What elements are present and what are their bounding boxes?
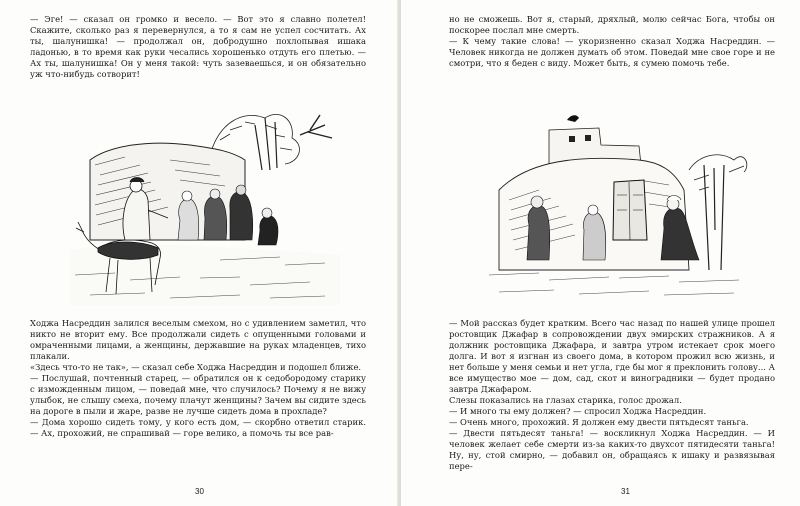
right-bottom-text <box>449 318 775 472</box>
paragraph: — Двести пятьдесят таньга! — воскликнул Ходжа Насреддин. — И человек желает себе смерти из-за каких-то двухсот пятидесяти таньга! Ну, ну, стой смирно, — добавил он, обращаясь к ишаку и развязывая пере- <box>449 428 775 471</box>
right-top-text <box>449 14 775 69</box>
paragraph: — Дома хорошо сидеть тому, у кого есть дом, — скорбно ответил старик. — Ах, прохожий, не спрашивай — горе велико, а помочь ты все рав- <box>30 417 366 438</box>
illustration-old-man-and-house <box>489 110 751 300</box>
paragraph: Слезы показались на глазах старика, голос дрожал. <box>449 395 682 405</box>
left-top-text <box>30 14 366 80</box>
paragraph: — Мой рассказ будет кратким. Всего час назад по нашей улице прошел ростовщик Джафар в сопровождении двух эмирских стражников. А я должник ростовщика Джафара, и завтра утром истекает срок моего долга. И вот я изгнан из своего дома, в котором прожил всю жизнь, и нет больше у меня семьи и нет угла, где бы мог я преклонить голову... А все имущество мое — дом, сад, скот и виноградники — будет продано завтра Джафаром. <box>449 318 775 394</box>
left-page <box>0 0 399 506</box>
illustration-travelers-on-road <box>70 100 340 305</box>
paragraph: — Эге! — сказал он громко и весело. — Вот это я славно полетел! Скажите, сколько раз я перевернулся, а то я сам не успел сосчитать. Ах ты, шалунишка! — продолжал он, добродушно похлопывая ишака ладонью, в то время как руки чесались хорошенько отдуть его плетью. — Ах ты, шалунишка! Он у меня такой: чуть зазеваешься, и он обязательно уж что-нибудь сотворит! <box>30 14 366 79</box>
paragraph: Ходжа Насреддин залился веселым смехом, но с удивлением заметил, что никто не вторит ему. Все продолжали сидеть с опущенными головами и омраченными лицами, а женщины, державшие на руках младенцев, тихо плакали. <box>30 318 366 361</box>
paragraph: — И много ты ему должен? — спросил Ходжа Насреддин. <box>449 406 707 416</box>
right-page <box>401 0 800 506</box>
paragraph: — Очень много, прохожий. Я должен ему двести пятьдесят таньга. <box>449 417 749 427</box>
paragraph: но не сможешь. Вот я, старый, дряхлый, молю сейчас Бога, чтобы он поскорее послал мне смерть. <box>449 14 775 35</box>
left-bottom-text <box>30 318 366 439</box>
page-number: 30 <box>195 487 204 496</box>
paragraph: «Здесь что-то не так», — сказал себе Ходжа Насреддин и подошел ближе. <box>30 362 362 372</box>
paragraph: — Послушай, почтенный старец, — обратился он к седобородому старику с изможденным лицом, — поведай мне, что случилось? Почему я не вижу улыбок, не слышу смеха, почему плачут женщины? Зачем вы сидите здесь на дороге в пыли и жаре, разве не лучше сидеть дома в прохладе? <box>30 373 366 416</box>
page-number: 31 <box>621 487 630 496</box>
paragraph: — К чему такие слова! — укоризненно сказал Ходжа Насреддин. — Человек никогда не должен думать об этом. Поведай мне свое горе и не смотри, что я беден с виду. Может быть, я сумею помочь тебе. <box>449 36 775 68</box>
